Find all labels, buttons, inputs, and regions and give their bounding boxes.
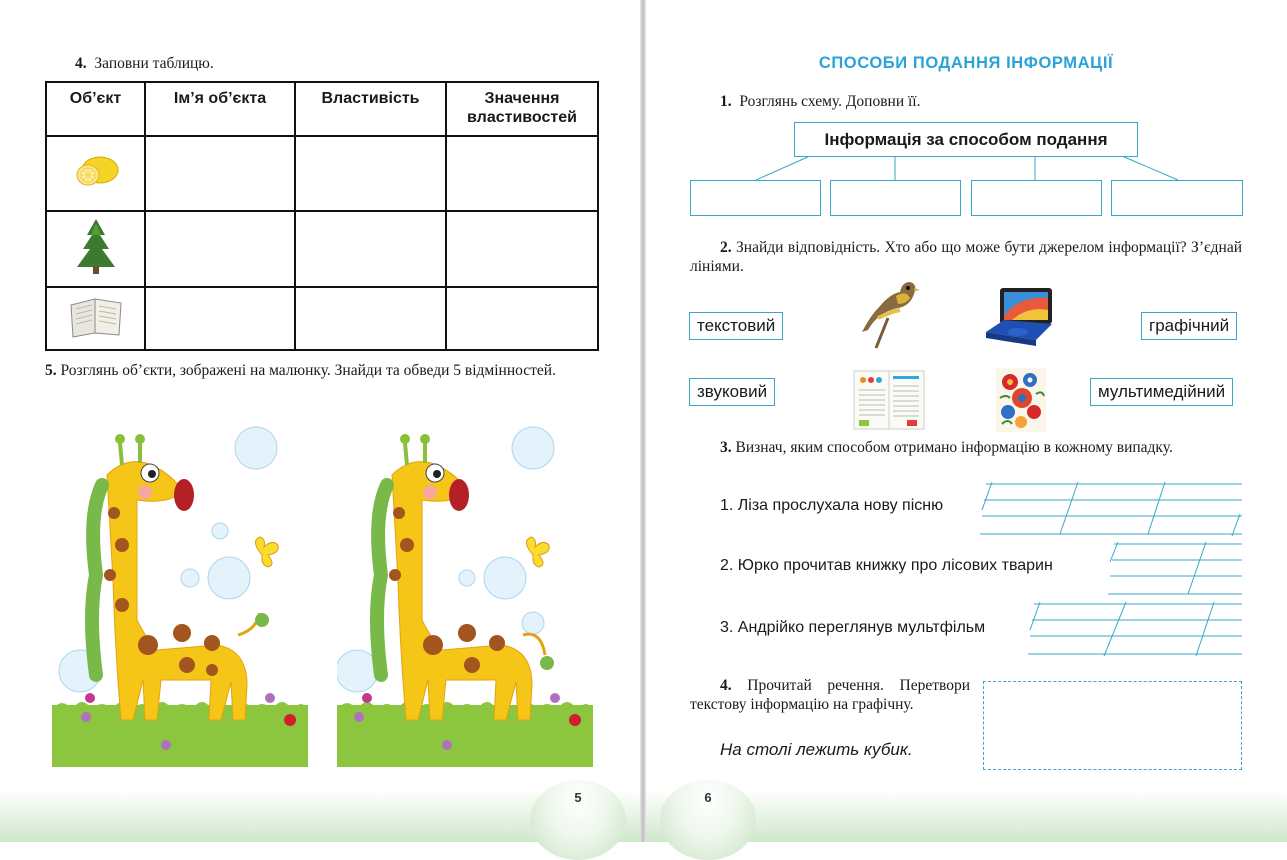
task5-heading (45, 361, 597, 380)
r-task3-number: 3. (720, 439, 732, 456)
task5-number: 5. (45, 362, 57, 379)
r-task1-text: Розглянь схему. Доповни її. (739, 93, 921, 110)
r-task1-heading (720, 92, 920, 111)
fir-tree-icon (71, 217, 121, 277)
r-task4-text: Прочитай речення. Перетвори текстову інформацію на графічну. (690, 677, 970, 713)
table-header-cell: Ім’я об’єкта (145, 82, 295, 136)
task4-number: 4. (75, 55, 87, 72)
task4-heading (75, 54, 214, 73)
page-number-right (660, 780, 756, 860)
r-task3-text: Визнач, яким способом отримано інформацію в кожному випадку. (735, 439, 1173, 456)
task5-text: Розглянь об’єкти, зображені на малюнку. Знайди та обведи 5 відмінностей. (60, 362, 556, 379)
book-icon (67, 293, 125, 339)
case-2-answer-lines[interactable] (1108, 540, 1242, 598)
table-header-cell: Значення властивостей (446, 82, 598, 136)
scheme-answer-box-1[interactable] (690, 180, 821, 216)
scheme-root-box: Інформація за способом подання (794, 122, 1138, 157)
r-task4-number: 4. (720, 677, 732, 694)
object-cell (46, 211, 145, 287)
r-task4-heading (690, 676, 970, 714)
object-cell (46, 287, 145, 350)
name-cell[interactable] (145, 211, 295, 287)
task4-text: Заповни таблицю. (94, 55, 214, 72)
page-number-left (530, 780, 626, 860)
object-cell (46, 136, 145, 211)
value-cell[interactable] (446, 136, 598, 211)
case-2-text: 2. Юрко прочитав книжку про лісових тварин (720, 557, 1053, 574)
drawing-answer-box[interactable] (983, 681, 1242, 770)
cube-sentence: На столі лежить кубик. (720, 740, 913, 759)
r-task2-heading (690, 238, 1242, 276)
r-task2-number: 2. (720, 239, 732, 256)
giraffe-picture-left[interactable] (52, 425, 312, 770)
r-task3-heading (690, 438, 1242, 457)
giraffe-picture-right[interactable] (337, 425, 597, 770)
name-cell[interactable] (145, 136, 295, 211)
table-header-row (46, 82, 598, 136)
case-3-answer-lines[interactable] (1028, 600, 1242, 658)
book-gutter (640, 0, 646, 842)
property-cell[interactable] (295, 211, 446, 287)
scheme-answer-box-3[interactable] (971, 180, 1102, 216)
lemon-icon (68, 151, 124, 191)
scheme-answer-box-2[interactable] (830, 180, 961, 216)
case-1-text: 1. Ліза прослухала нову пісню (720, 497, 944, 514)
page-number-left-text: 5 (574, 790, 582, 805)
folk-painting-icon[interactable] (996, 368, 1046, 432)
page-title: СПОСОБИ ПОДАННЯ ІНФОРМАЦІЇ (818, 54, 1114, 72)
table-row (46, 136, 598, 211)
table-row (46, 211, 598, 287)
r-task2-text: Знайди відповідність. Хто або що може бути джерелом інформації? З’єднай лініями. (690, 239, 1242, 275)
value-cell[interactable] (446, 287, 598, 350)
property-cell[interactable] (295, 287, 446, 350)
table-row (46, 287, 598, 350)
scheme-answer-box-4[interactable] (1111, 180, 1243, 216)
label-multimedia-type[interactable]: мультимедійний (1090, 378, 1233, 406)
value-cell[interactable] (446, 211, 598, 287)
name-cell[interactable] (145, 287, 295, 350)
r-task1-number: 1. (720, 93, 732, 110)
case-1-answer-lines[interactable] (980, 480, 1242, 538)
portable-dvd-player-icon[interactable] (982, 286, 1054, 348)
case-3-text: 3. Андрійко переглянув мультфільм (720, 619, 986, 636)
property-cell[interactable] (295, 136, 446, 211)
bird-icon[interactable] (858, 278, 922, 350)
label-sound-type[interactable]: звуковий (689, 378, 775, 406)
page-number-right-text: 6 (704, 790, 712, 805)
table-header-cell: Властивість (295, 82, 446, 136)
properties-table (45, 81, 599, 351)
label-graphic-type[interactable]: графічний (1141, 312, 1237, 340)
label-text-type[interactable]: текстовий (689, 312, 783, 340)
textbook-page-icon[interactable] (853, 370, 925, 430)
table-header-cell: Об’єкт (46, 82, 145, 136)
